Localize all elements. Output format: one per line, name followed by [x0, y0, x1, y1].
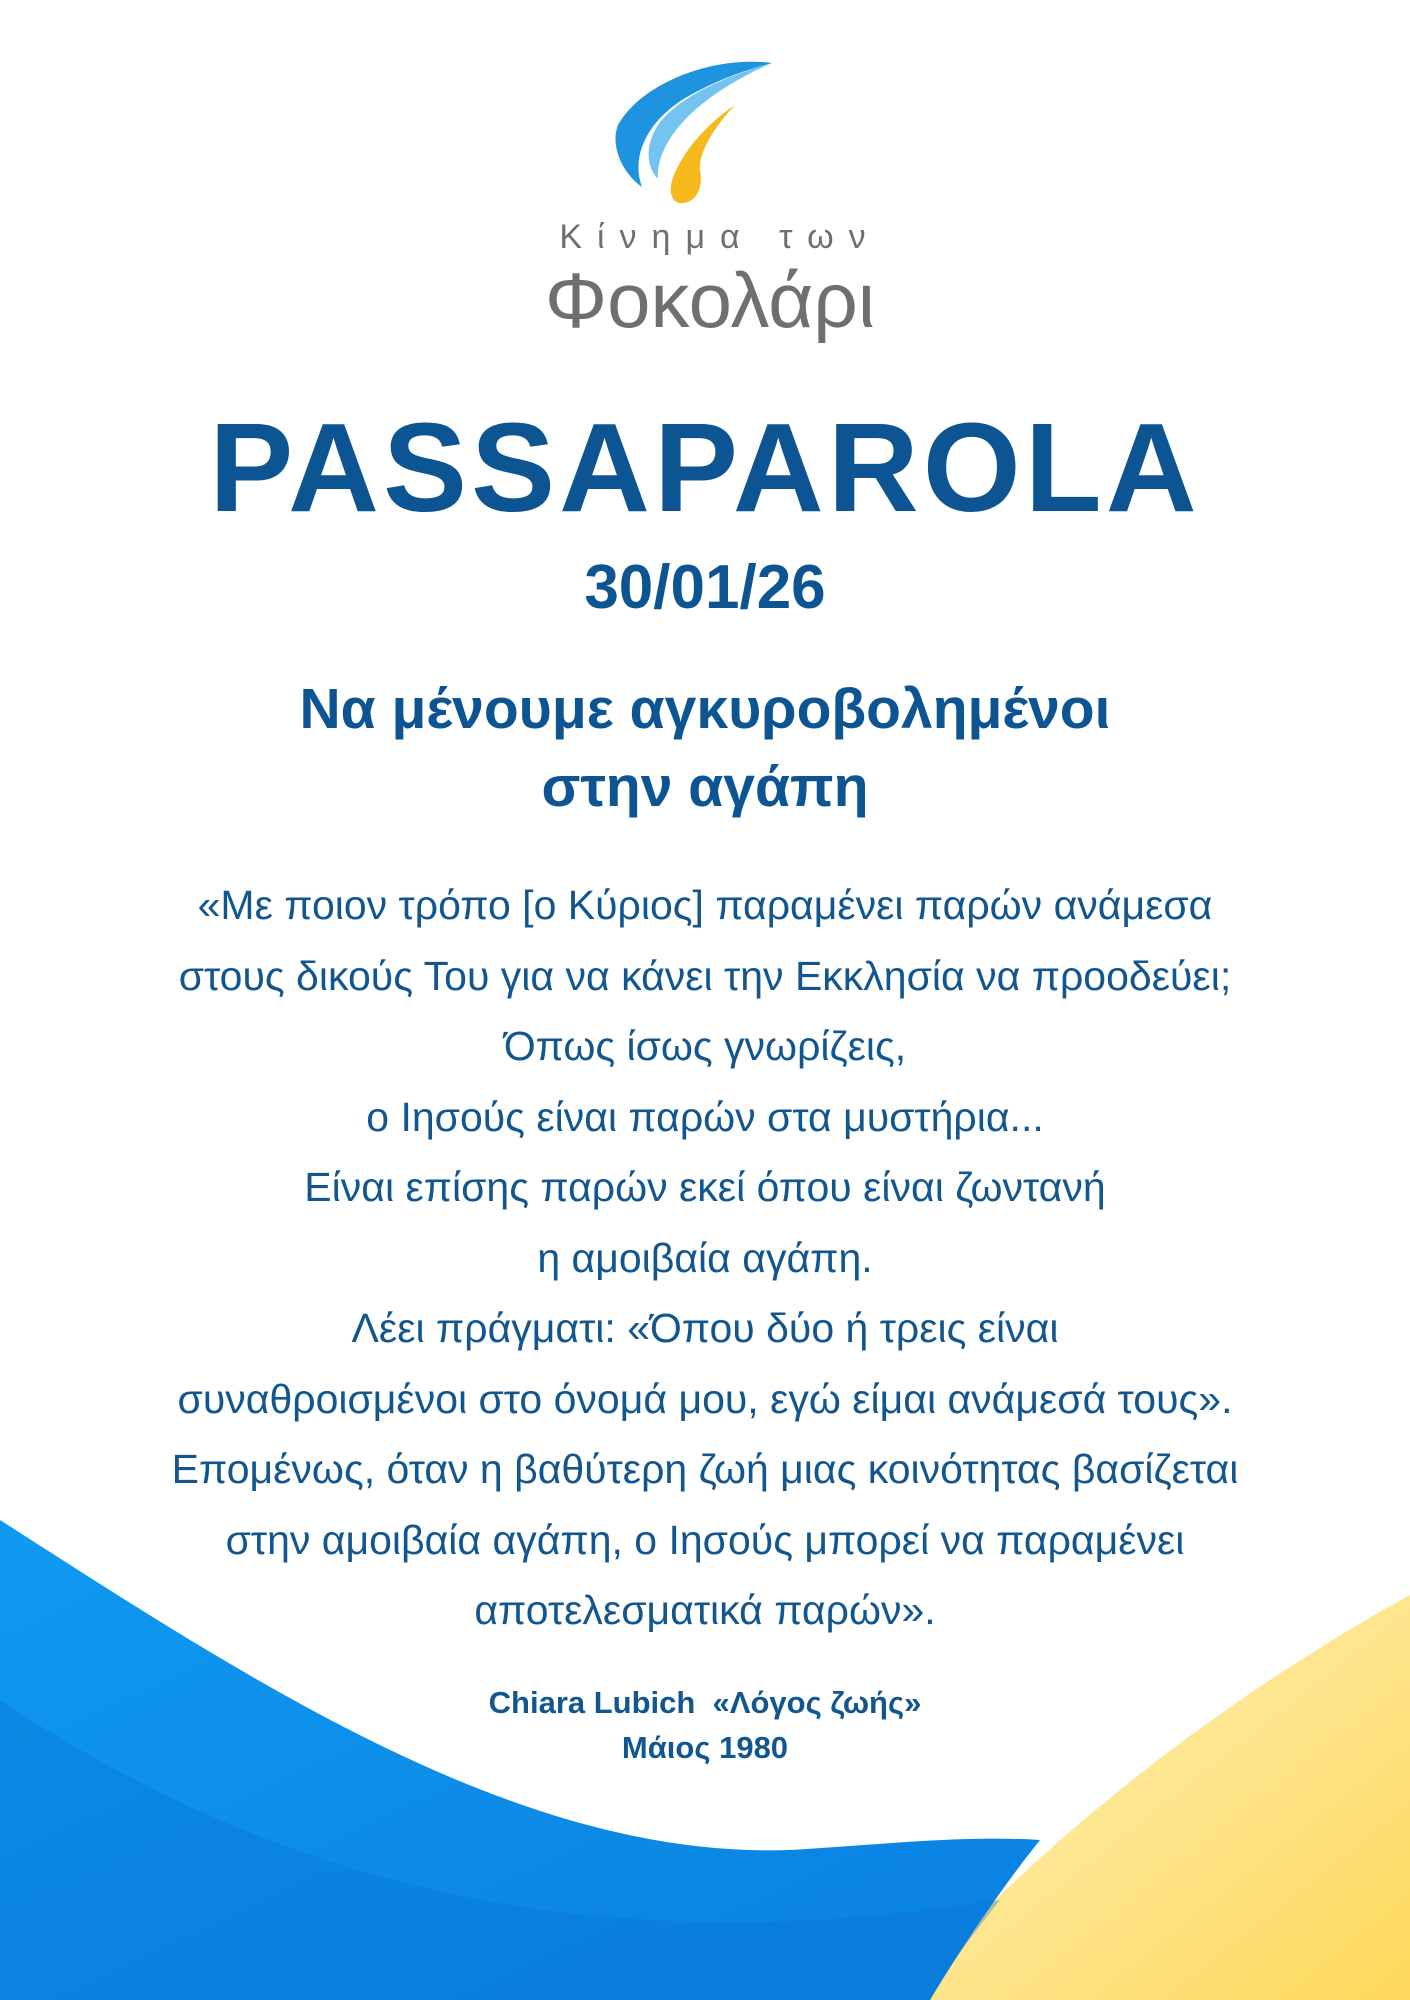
quote-line: «Με ποιον τρόπο [ο Κύριος] παραμένει παρών ανάμεσα [197, 882, 1213, 928]
quote-line: ο Ιησούς είναι παρών στα μυστήρια... [366, 1093, 1044, 1140]
quote-line: συναθροισμένοι στο όνομά μου, εγώ είμαι ανάμεσά τους». [177, 1375, 1233, 1422]
quote-line: Είναι επίσης παρών εκεί όπου είναι ζωντανή [304, 1164, 1106, 1210]
attribution-author: Chiara Lubich «Λόγος ζωής» [488, 1685, 922, 1720]
quote-line: η αμοιβαία αγάπη. [537, 1234, 873, 1281]
attribution [0, 1680, 1410, 1770]
page-date: 30/01/26 [584, 553, 826, 622]
heading-line: στην αγάπη [541, 755, 869, 819]
quote-line: στους δικούς Του για να κάνει την Εκκλησία να προοδεύει; [178, 952, 1232, 999]
heading-line: Να μένουμε αγκυροβολημένοι [299, 677, 1111, 741]
yellow-wave [900, 1595, 1410, 2000]
message-heading [0, 670, 1410, 826]
quote-line: στην αμοιβαία αγάπη, ο Ιησούς μπορεί να παραμένει [225, 1516, 1185, 1563]
quote-line: Επομένως, όταν η βαθύτερη ζωή μιας κοινότητας βασίζεται [171, 1446, 1239, 1492]
quote-line: Όπως ίσως γνωρίζεις, [503, 1023, 907, 1069]
attribution-date: Μάιος 1980 [621, 1730, 789, 1765]
organization-subtitle: Κίνημα των [559, 218, 881, 256]
page-title: PASSAPAROLA [209, 397, 1201, 538]
focolare-sail-icon [600, 55, 790, 215]
quote-text [40, 870, 1370, 1646]
quote-line: αποτελεσματικά παρών». [474, 1587, 936, 1633]
organization-name: Φοκολάρι [544, 256, 876, 344]
quote-line: Λέει πράγματι: «Όπου δύο ή τρεις είναι [351, 1305, 1059, 1351]
